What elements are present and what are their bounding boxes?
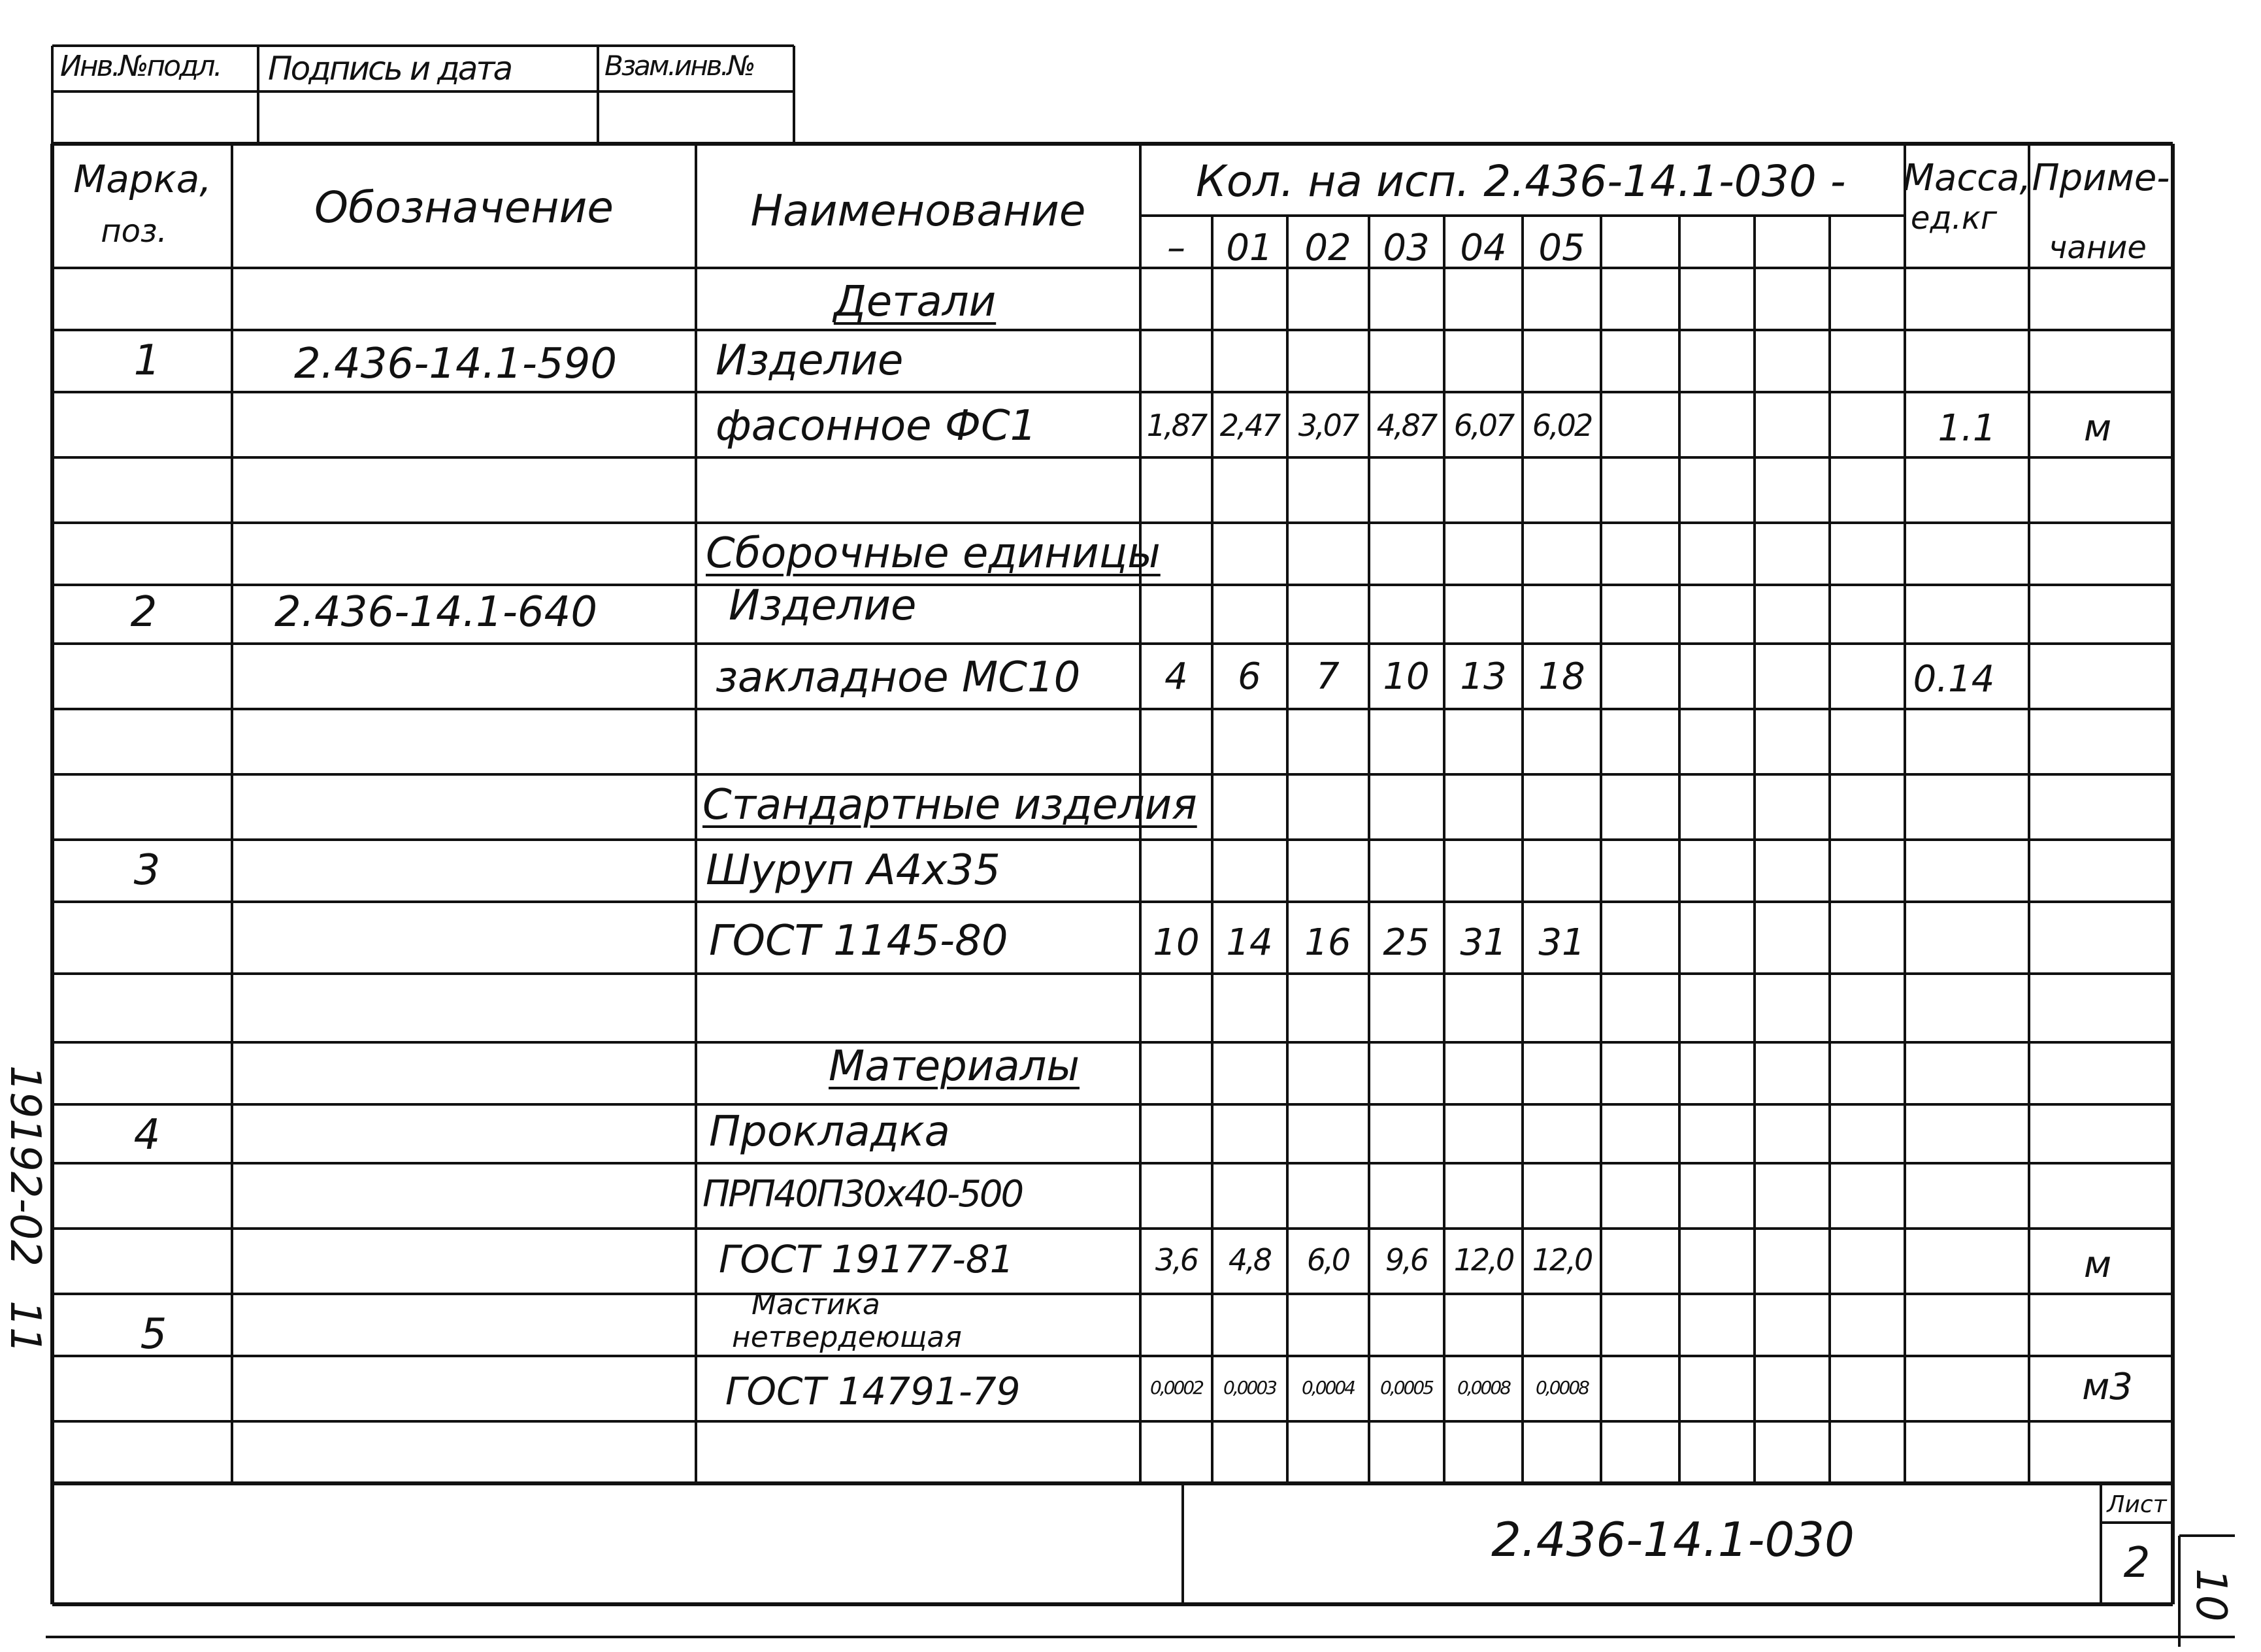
margin-right-number: 10 xyxy=(2187,1568,2235,1622)
row2-qty-5: 18 xyxy=(1538,655,1585,698)
row1-qty-0: 1,87 xyxy=(1146,408,1206,443)
row3-qty-2: 16 xyxy=(1304,921,1351,964)
row5-qty-3: 0,0005 xyxy=(1380,1377,1432,1398)
row3-qty-0: 10 xyxy=(1153,921,1200,964)
title-code: 2.436-14.1-030 xyxy=(1491,1512,1855,1567)
margin-left-number: 11 xyxy=(1,1300,49,1354)
stamp-vzam: Взам.инв.№ xyxy=(604,50,754,82)
row2-qty-4: 13 xyxy=(1460,655,1507,698)
variant-col-3: 03 xyxy=(1383,227,1430,269)
header-name: Наименование xyxy=(750,186,1086,236)
row1-name2: фасонное ФС1 xyxy=(716,402,1037,450)
row2-qty-0: 4 xyxy=(1164,655,1188,698)
row4-qty-4: 12,0 xyxy=(1453,1242,1513,1278)
row2-name2: закладное МС10 xyxy=(716,653,1081,702)
row3-pos: 3 xyxy=(133,846,161,895)
row1-designation: 2.436-14.1-590 xyxy=(294,340,618,388)
row4-qty-3: 9,6 xyxy=(1385,1242,1428,1278)
sheet-label: Лист xyxy=(2107,1491,2167,1518)
row3-qty-5: 31 xyxy=(1538,921,1585,964)
row1-name1: Изделие xyxy=(716,337,904,385)
section-assemblies: Сборочные единицы xyxy=(706,529,1161,578)
row2-qty-2: 7 xyxy=(1316,655,1340,698)
row1-qty-3: 4,87 xyxy=(1376,408,1436,443)
row1-note: м xyxy=(2083,407,2112,450)
row1-qty-1: 2,47 xyxy=(1219,408,1279,443)
header-mass: Масса, xyxy=(1902,157,2032,199)
variant-col-1: 01 xyxy=(1226,227,1273,269)
row3-qty-1: 14 xyxy=(1226,921,1273,964)
row1-qty-5: 6,02 xyxy=(1532,408,1592,443)
section-standard: Стандартные изделия xyxy=(702,781,1197,829)
stamp-sign-date: Подпись и дата xyxy=(268,50,512,88)
row1-qty-2: 3,07 xyxy=(1298,408,1358,443)
row5-qty-1: 0,0003 xyxy=(1223,1377,1276,1398)
header-note2: чание xyxy=(2049,229,2147,266)
row4-name2: ПРП40П30х40-500 xyxy=(702,1173,1023,1215)
margin-code: 19192-02 xyxy=(1,1065,49,1267)
row4-name1: Прокладка xyxy=(709,1108,950,1156)
row5-name1: Мастика xyxy=(751,1288,880,1321)
section-details: Детали xyxy=(833,278,997,326)
row1-pos: 1 xyxy=(133,337,161,385)
row5-qty-4: 0,0008 xyxy=(1457,1377,1510,1398)
row5-qty-5: 0,0008 xyxy=(1536,1377,1588,1398)
row2-name1: Изделие xyxy=(729,582,917,630)
row2-designation: 2.436-14.1-640 xyxy=(274,588,598,636)
row2-qty-1: 6 xyxy=(1238,655,1261,698)
header-mark: Марка, xyxy=(73,157,212,201)
variant-col-4: 04 xyxy=(1460,227,1507,269)
row1-qty-4: 6,07 xyxy=(1453,408,1513,443)
row3-name2: ГОСТ 1145-80 xyxy=(709,917,1008,965)
row4-name3: ГОСТ 19177-81 xyxy=(719,1237,1014,1281)
variant-col-5: 05 xyxy=(1538,227,1585,269)
variant-col-2: 02 xyxy=(1304,227,1351,269)
row4-qty-0: 3,6 xyxy=(1155,1242,1198,1278)
row2-qty-3: 10 xyxy=(1383,655,1430,698)
row2-mass: 0.14 xyxy=(1913,658,1995,701)
header-note: Приме- xyxy=(2032,157,2170,199)
header-pos: поз. xyxy=(101,213,167,250)
row2-pos: 2 xyxy=(130,588,157,636)
row1-mass: 1.1 xyxy=(1938,407,1996,450)
row5-note: м3 xyxy=(2082,1366,2133,1408)
row4-note: м xyxy=(2083,1244,2112,1286)
row5-name2: ГОСТ 14791-79 xyxy=(725,1369,1021,1413)
row4-qty-5: 12,0 xyxy=(1532,1242,1592,1278)
sheet-number: 2 xyxy=(2123,1539,2151,1587)
header-mass-unit: ед.кг xyxy=(1910,200,1998,237)
section-materials: Материалы xyxy=(829,1042,1080,1091)
row5-qty-0: 0,0002 xyxy=(1150,1377,1202,1398)
row3-qty-3: 25 xyxy=(1383,921,1430,964)
row5-name1b: нетвердеющая xyxy=(732,1321,962,1354)
row4-qty-2: 6,0 xyxy=(1306,1242,1349,1278)
header-qty: Кол. на исп. 2.436-14.1-030 - xyxy=(1196,156,1846,206)
row4-qty-1: 4,8 xyxy=(1228,1242,1271,1278)
row4-pos: 4 xyxy=(133,1111,161,1159)
stamp-inv-no: Инв.№подл. xyxy=(60,50,221,83)
variant-col-0: – xyxy=(1167,227,1185,269)
header-designation: Обозначение xyxy=(314,182,614,233)
row3-name1: Шуруп А4х35 xyxy=(706,846,1000,895)
row5-qty-2: 0,0004 xyxy=(1302,1377,1354,1398)
row5-pos: 5 xyxy=(140,1310,167,1359)
row3-qty-4: 31 xyxy=(1460,921,1507,964)
